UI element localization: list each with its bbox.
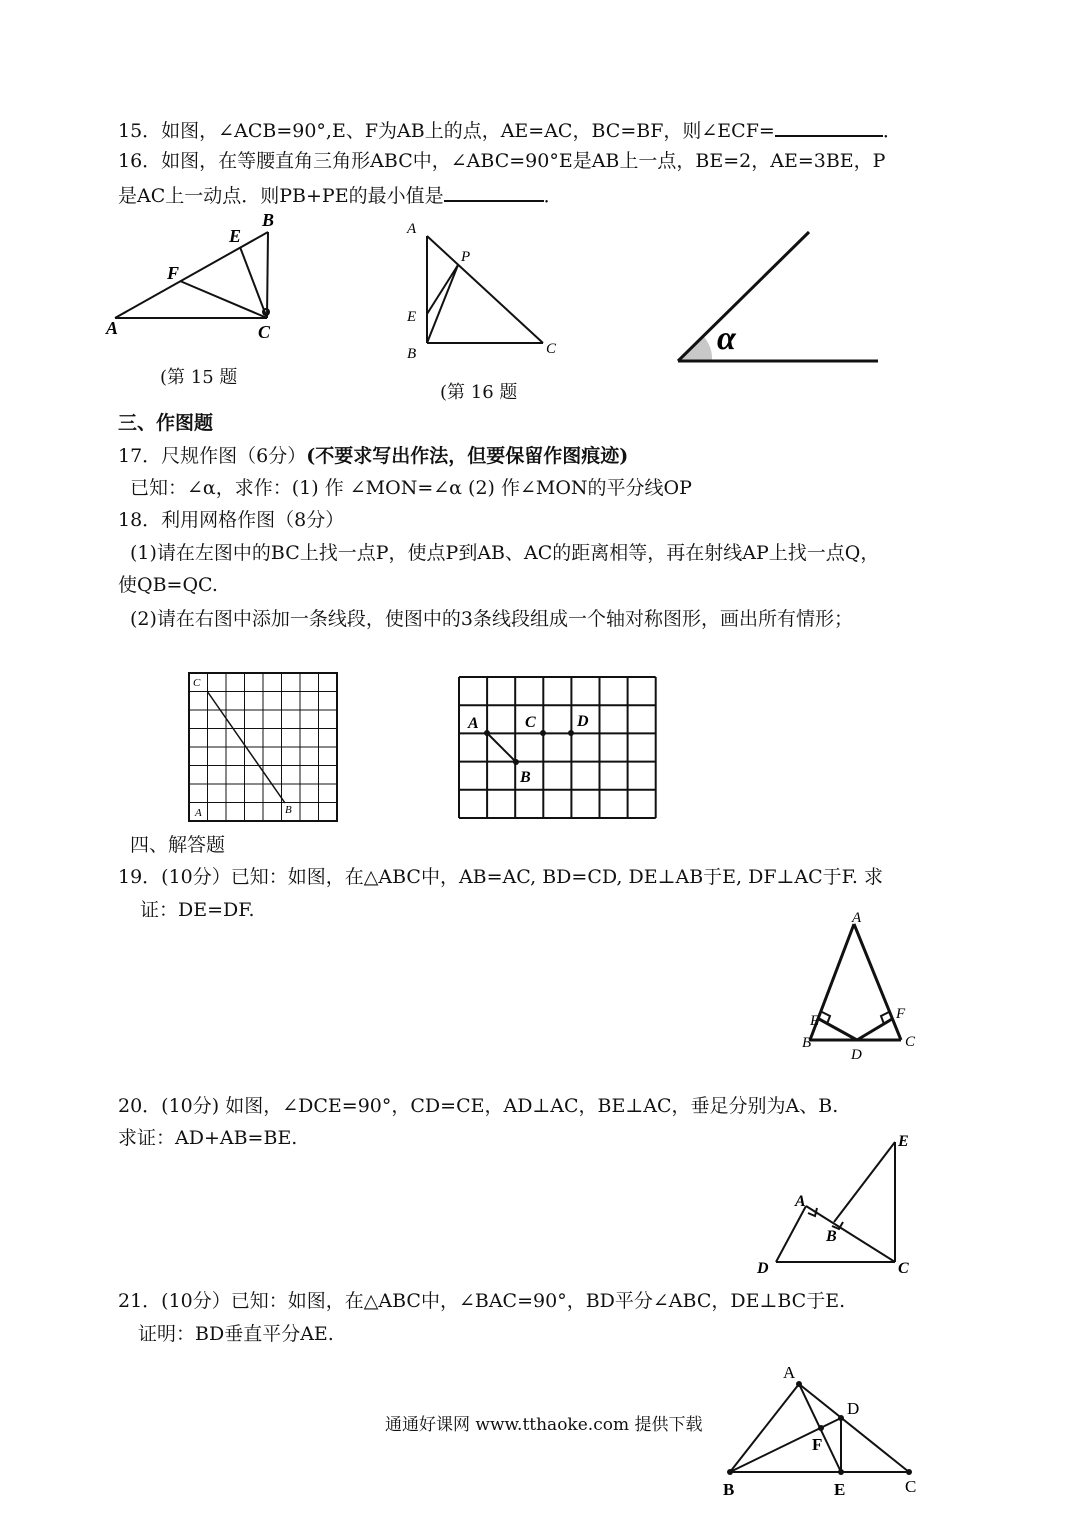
fig15-label-f: F bbox=[167, 263, 180, 283]
q21-line1: 21．(10分）已知：如图，在△ABC中，∠BAC=90°，BD平分∠ABC，DE⊥BC于E. bbox=[118, 1290, 846, 1312]
section-4-title: 四、解答题 bbox=[130, 834, 226, 856]
fig20-label-d: D bbox=[757, 1260, 769, 1277]
fig16-label-c: C bbox=[546, 341, 557, 357]
grid-left-label-c: C bbox=[193, 677, 201, 689]
section-3-title: 三、作图题 bbox=[118, 412, 214, 434]
q20-line1: 20．(10分) 如图，∠DCE=90°，CD=CE，AD⊥AC，BE⊥AC，垂足分别为A、B. bbox=[118, 1095, 839, 1117]
fig21-label-b: B bbox=[723, 1480, 735, 1499]
fig19-label-c: C bbox=[905, 1034, 916, 1050]
fig20-label-c: C bbox=[898, 1260, 909, 1277]
fig19-label-b: B bbox=[802, 1035, 812, 1051]
alpha-label: α bbox=[717, 320, 736, 357]
grid-left-label-a: A bbox=[195, 807, 202, 819]
fig15-label-b: B bbox=[262, 210, 275, 230]
fig16-label-p: P bbox=[461, 249, 471, 265]
fig21-label-f: F bbox=[812, 1435, 823, 1454]
fig15-label-a: A bbox=[106, 318, 119, 338]
fig16-label-e: E bbox=[407, 309, 417, 325]
fig16-label-a: A bbox=[407, 221, 417, 237]
fig15-label-c: C bbox=[258, 322, 271, 342]
q20-line2: 求证：AD+AB=BE. bbox=[118, 1127, 298, 1149]
fig16-caption: (第 16 题 bbox=[440, 382, 518, 403]
fig19-label-d: D bbox=[851, 1047, 862, 1063]
q17-line1: 17．尺规作图（6分）(不要求写出作法，但要保留作图痕迹) bbox=[118, 445, 629, 467]
fig20-label-e: E bbox=[898, 1133, 909, 1150]
fig19-label-e: E bbox=[810, 1013, 820, 1029]
q18-title: 18．利用网格作图（8分） bbox=[118, 509, 345, 531]
q17-line2: 已知：∠α，求作：(1) 作 ∠MON=∠α (2) 作∠MON的平分线OP bbox=[130, 477, 692, 499]
fig21-label-e: E bbox=[834, 1480, 846, 1499]
fig16-label-b: B bbox=[407, 346, 417, 362]
grid-right-label-d: D bbox=[577, 713, 589, 730]
q18-part1-line1: (1)请在左图中的BC上找一点P，使点P到AB、AC的距离相等，再在射线AP上找一点Q， bbox=[130, 542, 880, 564]
footer-text: 通通好课网 www.tthaoke.com 提供下载 bbox=[385, 1415, 703, 1435]
q21-line2: 证明：BD垂直平分AE. bbox=[138, 1323, 334, 1345]
q15-text: 15．如图，∠ACB=90°,E、F为AB上的点，AE=AC，BC=BF，则∠ECF= ． bbox=[118, 117, 902, 144]
grid-left-label-b: B bbox=[285, 804, 292, 816]
fig20-label-a: A bbox=[795, 1193, 806, 1210]
fig19-label-a: A bbox=[852, 910, 862, 926]
q18-part1-line2: 使QB=QC. bbox=[118, 574, 218, 596]
q16-line1: 16．如图，在等腰直角三角形ABC中，∠ABC=90°E是AB上一点，BE=2，AE=3BE，P bbox=[118, 150, 886, 172]
fig21-label-c: C bbox=[905, 1477, 917, 1496]
grid-right-label-c: C bbox=[525, 714, 536, 731]
fig20-label-b: B bbox=[826, 1228, 837, 1245]
fig21-label-d: D bbox=[847, 1399, 860, 1418]
q19-line2: 证：DE=DF. bbox=[140, 899, 255, 921]
q19-line1: 19．(10分）已知：如图，在△ABC中，AB=AC, BD=CD, DE⊥AB于E, DF⊥AC于F. 求 bbox=[118, 866, 883, 888]
fig19-label-f: F bbox=[896, 1006, 906, 1022]
grid-right-label-a: A bbox=[468, 715, 479, 732]
q18-part2: (2)请在右图中添加一条线段，使图中的3条线段组成一个轴对称图形，画出所有情形； bbox=[130, 608, 854, 630]
grid-right-label-b: B bbox=[520, 769, 531, 786]
fig15-caption: (第 15 题 bbox=[160, 367, 238, 388]
fig21-label-a: A bbox=[783, 1363, 796, 1382]
q16-line2: 是AC上一动点．则PB+PE的最小值是 ． bbox=[118, 182, 563, 209]
fig15-label-e: E bbox=[229, 226, 242, 246]
